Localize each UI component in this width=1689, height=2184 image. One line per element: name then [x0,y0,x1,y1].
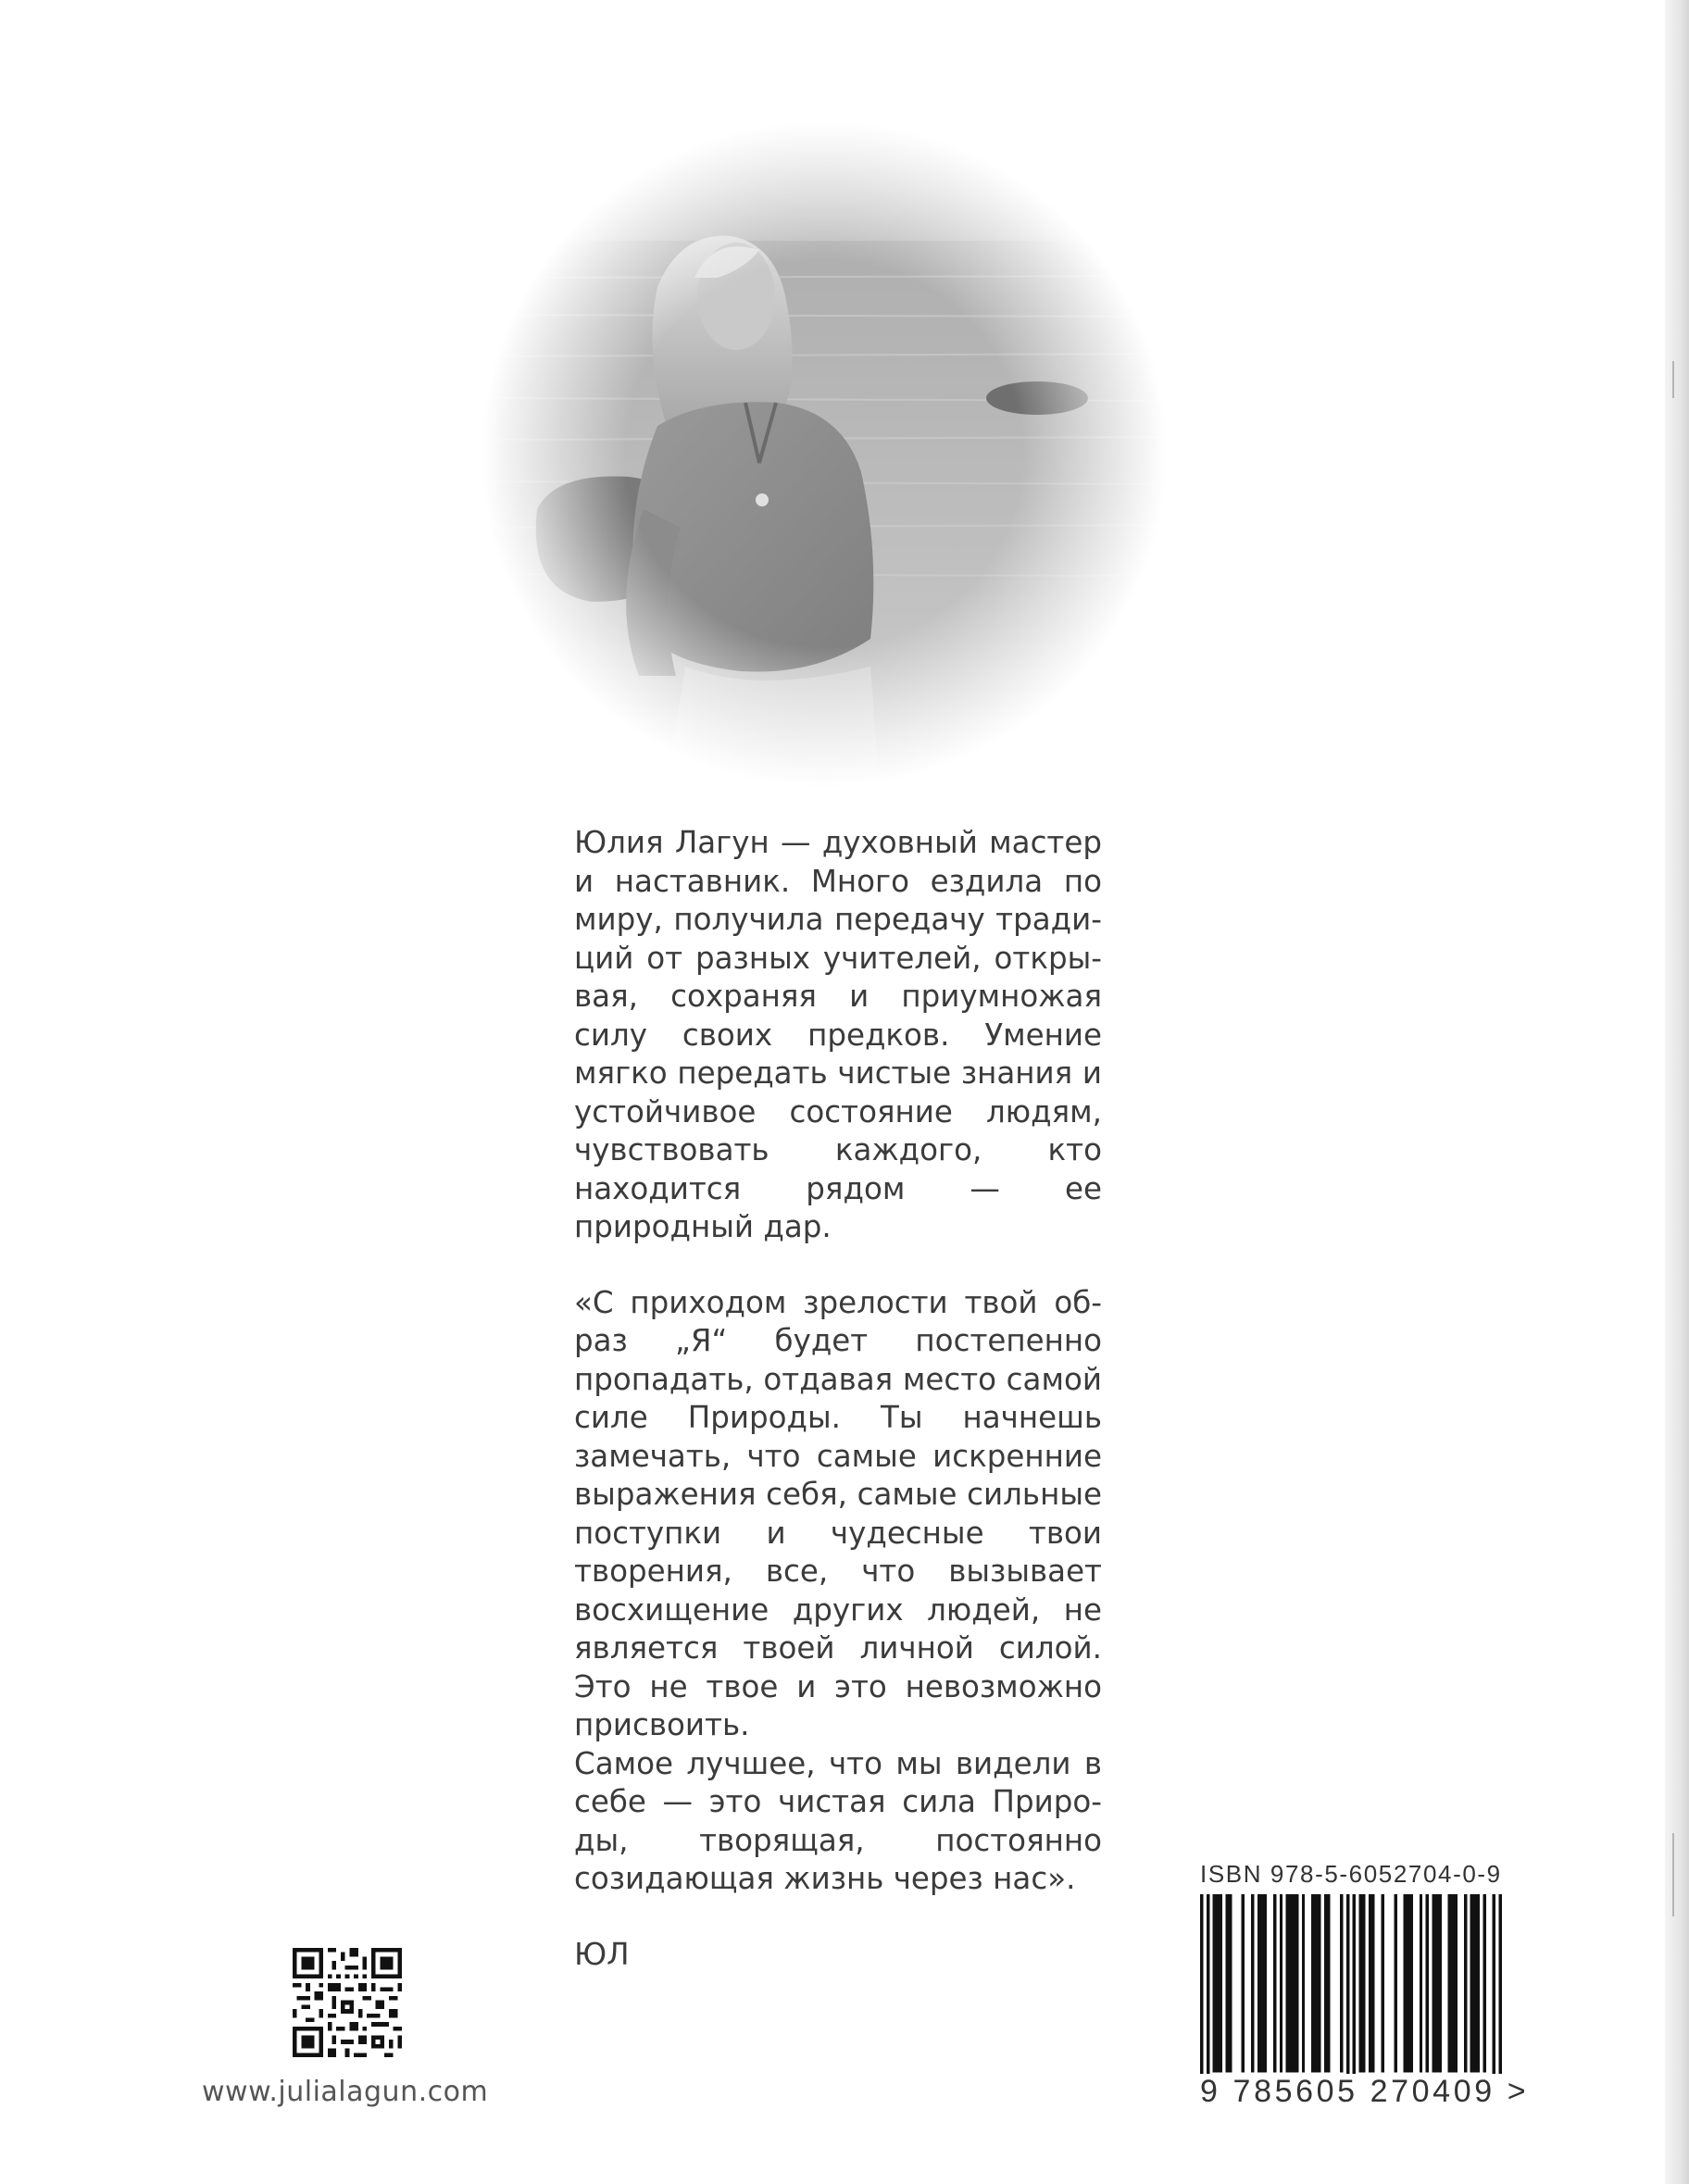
barcode-bar [1394,1894,1396,2073]
website-url: www.julialagun.com [202,2076,489,2108]
book-spine-edge [1665,0,1689,2184]
barcode-bar [1369,1894,1371,2073]
barcode-bar [1273,1894,1276,2073]
barcode-bar [1362,1894,1365,2073]
barcode-bar [1438,1894,1441,2073]
barcode-bar [1464,1894,1467,2073]
barcode-bar [1477,1894,1480,2073]
back-cover-text [574,824,1102,1974]
barcode-bar [1435,1894,1438,2073]
barcode-bar [1260,1894,1263,2073]
quote-paragraph-2: Самое лучшее, что мы видели в себе — это чистая сила Природы, творящая, постоянно созидающая жизнь через нас». [574,1745,1102,1896]
barcode-bar [1324,1894,1327,2073]
barcode-bar [1302,1894,1305,2073]
barcode-icon [1200,1894,1502,2089]
barcode-bar [1286,1894,1289,2073]
author-bio: Юлия Лагун — духовный мастер и наставник. Много ездила по миру, получила передачу традиций от разных учителей, открывая, сохраняя и приумножая силу своих предков. Умение мягко передать чистые знания и устойчивое состояние людям, чувствовать каждого, кто находится рядом — ее природный дар. [574,825,1102,1244]
barcode-bar [1225,1894,1228,2073]
quote-signature: ЮЛ [574,1936,630,1972]
barcode-bar [1426,1894,1429,2073]
barcode-bar [1499,1894,1502,2089]
author-portrait-image [482,120,1167,787]
barcode-bar [1483,1894,1485,2073]
barcode-bar [1407,1894,1409,2073]
barcode-bar [1251,1894,1254,2073]
barcode-bar [1315,1894,1318,2073]
spine-mark [1672,361,1682,398]
barcode-bar [1451,1894,1454,2073]
spine-mark [1672,1833,1682,1916]
isbn-barcode-digits: 9 785605 270409 > [1200,2074,1530,2109]
barcode-bar [1280,1894,1282,2073]
barcode-bar [1257,1894,1260,2073]
barcode-bar [1359,1894,1362,2073]
barcode-bar [1409,1894,1412,2073]
barcode-bar [1220,1894,1222,2073]
barcode-bar [1470,1894,1473,2073]
quote-paragraph-1: «С приходом зрелости твой образ „Я“ будет постепенно пропадать, отдавая место самой силе Природы. Ты начнешь замечать, что самые искренние выражения себя, самые сильные поступки и чудесные твои творения, все, что вызывает восхищение других людей, не является твоей личной силой. Это не твое и это невозможно присвоить. [574,1284,1102,1742]
barcode-bar [1404,1894,1407,2073]
barcode-bar [1293,1894,1295,2073]
barcode-bar [1433,1894,1435,2073]
barcode-bar [1327,1894,1330,2073]
barcode-bar [1289,1894,1292,2073]
barcode-bar [1207,1894,1209,2089]
barcode-bar [1371,1894,1374,2073]
barcode-bar [1264,1894,1267,2073]
barcode-bar [1340,1894,1343,2073]
barcode-bar [1455,1894,1458,2073]
barcode-bar [1353,1894,1356,2089]
barcode-bar [1448,1894,1451,2073]
barcode-bar [1493,1894,1495,2089]
barcode-bar [1216,1894,1219,2073]
barcode-bar [1213,1894,1216,2073]
barcode-bar [1346,1894,1349,2089]
barcode-bar [1311,1894,1314,2073]
barcode-bar [1229,1894,1232,2073]
barcode-bar [1382,1894,1384,2073]
barcode-bar [1242,1894,1245,2073]
isbn-label: ISBN 978-5-6052704-0-9 [1200,1860,1502,1888]
barcode-bar [1295,1894,1298,2073]
barcode-bar [1473,1894,1476,2073]
qr-code-icon [293,1948,402,2057]
barcode-bar [1200,1894,1203,2089]
barcode-bar [1420,1894,1422,2073]
barcode-bar [1318,1894,1320,2073]
